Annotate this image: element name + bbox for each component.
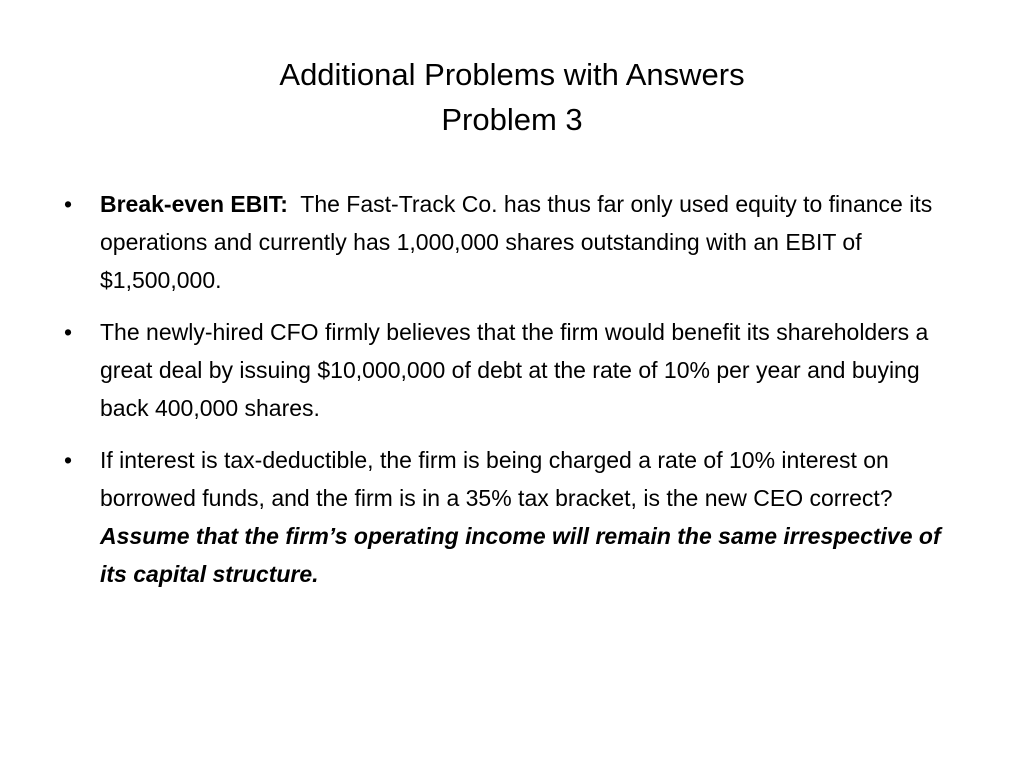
bullet-text: The Fast-Track Co. has thus far only used equity to finance its operations and currently has 1,000,000 shares outstanding with an EBIT of $1,500,000. xyxy=(100,191,939,293)
title-line-1: Additional Problems with Answers xyxy=(279,57,745,92)
bullet-icon: • xyxy=(63,319,73,345)
bullet-item-cfo xyxy=(63,313,970,427)
bullet-emphasis: Assume that the firm’s operating income will remain the same irrespective of its capital structure. xyxy=(100,523,941,587)
bullet-list xyxy=(63,185,970,607)
bullet-lead: Break-even EBIT: xyxy=(100,191,288,217)
bullet-icon: • xyxy=(63,191,73,217)
title-line-2: Problem 3 xyxy=(441,102,583,137)
bullet-text: If interest is tax-deductible, the firm is being charged a rate of 10% interest on borrowed funds, and the firm is in a 35% tax bracket, is the new CEO correct? xyxy=(100,447,906,511)
bullet-icon: • xyxy=(63,447,73,473)
bullet-text: The newly-hired CFO firmly believes that the firm would benefit its shareholders a great deal by issuing $10,000,000 of debt at the rate of 10% per year and buying back 400,000 shares. xyxy=(100,319,929,421)
slide-title xyxy=(0,52,1024,142)
bullet-item-break-even xyxy=(63,185,970,299)
bullet-item-question xyxy=(63,441,970,593)
